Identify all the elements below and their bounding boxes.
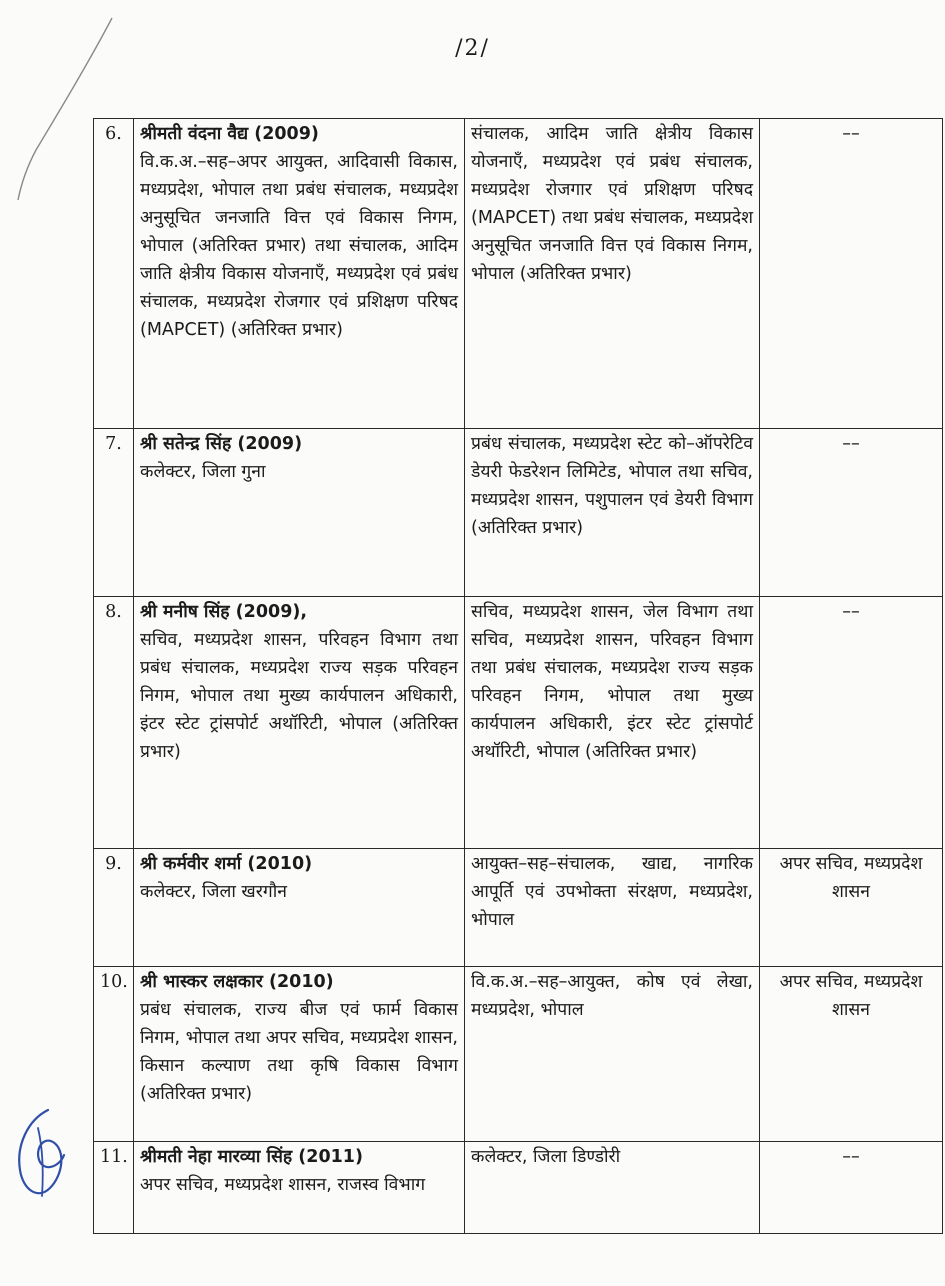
serial-number: 7. [94, 429, 134, 597]
handwritten-signature [8, 1100, 78, 1210]
new-posting: संचालक, आदिम जाति क्षेत्रीय विकास योजनाएँ, मध्यप्रदेश एवं प्रबंध संचालक, मध्यप्रदेश रोजगार एवं प्रशिक्षण परिषद (MAPCET) तथा प्रबंध संचालक, मध्यप्रदेश अनुसूचित जनजाति वित्त एवं विकास निगम, भोपाल (अतिरिक्त प्रभार) [465, 119, 760, 429]
officer-name: श्रीमती नेहा मारव्या सिंह (2011) [140, 1147, 363, 1167]
officer-cell [134, 1142, 465, 1234]
new-posting: आयुक्त–सह–संचालक, खाद्य, नागरिक आपूर्ति एवं उपभोक्ता संरक्षण, मध्यप्रदेश, भोपाल [465, 849, 760, 967]
remarks: –– [760, 119, 943, 429]
new-posting: प्रबंध संचालक, मध्यप्रदेश स्टेट को–ऑपरेटिव डेयरी फेडरेशन लिमिटेड, भोपाल तथा सचिव, मध्यप्रदेश शासन, पशुपालन एवं डेयरी विभाग (अतिरिक्त प्रभार) [465, 429, 760, 597]
officer-name: श्री सतेन्द्र सिंह (2009) [140, 434, 303, 454]
officer-cell [134, 119, 465, 429]
officer-name: श्रीमती वंदना वैद्य (2009) [140, 124, 319, 144]
table-row [94, 597, 943, 849]
serial-number: 11. [94, 1142, 134, 1234]
officer-cell [134, 967, 465, 1142]
posting-table [93, 118, 943, 1234]
new-posting: सचिव, मध्यप्रदेश शासन, जेल विभाग तथा सचिव, मध्यप्रदेश शासन, परिवहन विभाग तथा प्रबंध संचालक, मध्यप्रदेश राज्य सड़क परिवहन निगम, भोपाल तथा मुख्य कार्यपालन अधिकारी, इंटर स्टेट ट्रांसपोर्ट अथॉरिटी, भोपाल (अतिरिक्त प्रभार) [465, 597, 760, 849]
remarks: अपर सचिव, मध्यप्रदेश शासन [760, 849, 943, 967]
table-row [94, 967, 943, 1142]
serial-number: 9. [94, 849, 134, 967]
current-posting: सचिव, मध्यप्रदेश शासन, परिवहन विभाग तथा प्रबंध संचालक, मध्यप्रदेश राज्य सड़क परिवहन निगम, भोपाल तथा मुख्य कार्यपालन अधिकारी, इंटर स्टेट ट्रांसपोर्ट अथॉरिटी, भोपाल (अतिरिक्त प्रभार) [140, 630, 458, 762]
table-row [94, 119, 943, 429]
page-number: /2/ [455, 36, 490, 61]
officer-cell [134, 429, 465, 597]
officer-cell [134, 849, 465, 967]
new-posting: कलेक्टर, जिला डिण्डोरी [465, 1142, 760, 1234]
officer-cell [134, 597, 465, 849]
table-row [94, 849, 943, 967]
current-posting: वि.क.अ.–सह–अपर आयुक्त, आदिवासी विकास, मध्यप्रदेश, भोपाल तथा प्रबंध संचालक, मध्यप्रदेश अनुसूचित जनजाति वित्त एवं विकास निगम, भोपाल (अतिरिक्त प्रभार) तथा संचालक, आदिम जाति क्षेत्रीय विकास योजनाएँ, मध्यप्रदेश एवं प्रबंध संचालक, मध्यप्रदेश रोजगार एवं प्रशिक्षण परिषद (MAPCET) (अतिरिक्त प्रभार) [140, 152, 458, 340]
current-posting: अपर सचिव, मध्यप्रदेश शासन, राजस्व विभाग [140, 1175, 426, 1195]
officer-name: श्री मनीष सिंह (2009), [140, 602, 308, 622]
new-posting: वि.क.अ.–सह–आयुक्त, कोष एवं लेखा, मध्यप्रदेश, भोपाल [465, 967, 760, 1142]
remarks: –– [760, 1142, 943, 1234]
current-posting: प्रबंध संचालक, राज्य बीज एवं फार्म विकास निगम, भोपाल तथा अपर सचिव, मध्यप्रदेश शासन, किसान कल्याण तथा कृषि विकास विभाग (अतिरिक्त प्रभार) [140, 1000, 458, 1104]
officer-name: श्री भास्कर लक्षकार (2010) [140, 972, 334, 992]
remarks: –– [760, 597, 943, 849]
serial-number: 8. [94, 597, 134, 849]
officer-name: श्री कर्मवीर शर्मा (2010) [140, 854, 313, 874]
table-row [94, 1142, 943, 1234]
table-row [94, 429, 943, 597]
serial-number: 6. [94, 119, 134, 429]
current-posting: कलेक्टर, जिला गुना [140, 462, 266, 482]
current-posting: कलेक्टर, जिला खरगौन [140, 882, 287, 902]
remarks: अपर सचिव, मध्यप्रदेश शासन [760, 967, 943, 1142]
remarks: –– [760, 429, 943, 597]
serial-number: 10. [94, 967, 134, 1142]
